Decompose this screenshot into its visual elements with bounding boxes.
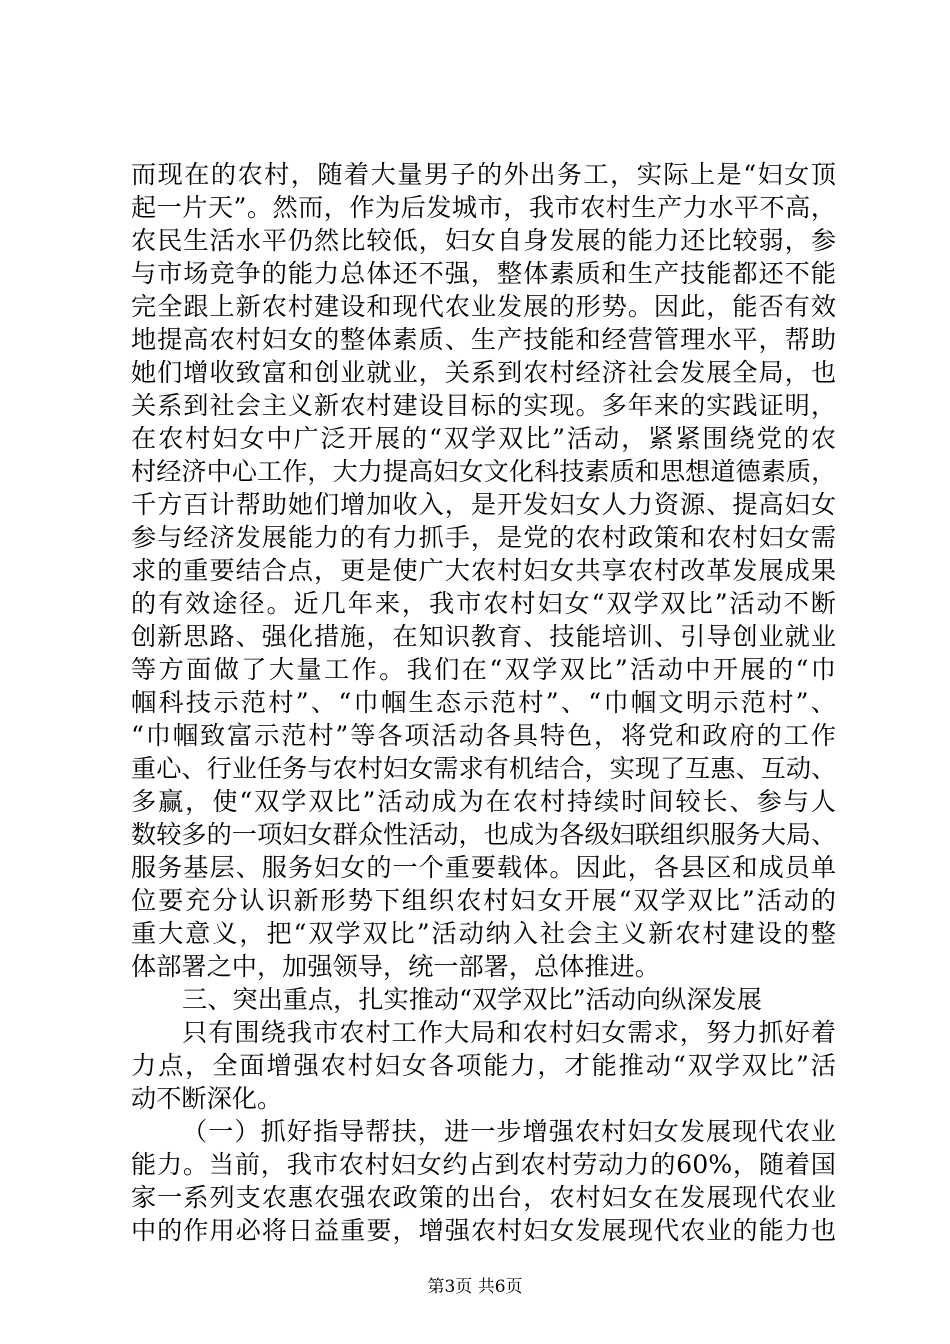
text-line: 而现在的农村，随着大量男子的外出务工，实际上是“妇女顶 — [131, 160, 836, 189]
text-line: 家一系列支农惠农强农政策的出台，农村妇女在发展现代农业 — [131, 1183, 836, 1212]
text-line: 村经济中心工作，大力提高妇女文化科技素质和思想道德素质， — [131, 457, 837, 486]
text-line: 求的重要结合点，更是使广大农村妇女共享农村改革发展成果 — [131, 556, 836, 585]
text-line: 重心、行业任务与农村妇女需求有机结合，实现了互惠、互动、 — [131, 754, 837, 783]
text-line: 创新思路、强化措施，在知识教育、技能培训、引导创业就业 — [131, 622, 836, 651]
text-line: 与市场竞争的能力总体还不强，整体素质和生产技能都还不能 — [131, 259, 836, 288]
text-line: 她们增收致富和创业就业，关系到农村经济社会发展全局，也 — [131, 358, 836, 387]
text-line: 参与经济发展能力的有力抓手，是党的农村政策和农村妇女需 — [131, 523, 836, 552]
text-line: 只有围绕我市农村工作大局和农村妇女需求，努力抓好着 — [182, 1018, 836, 1047]
text-line: 重大意义，把“双学双比”活动纳入社会主义新农村建设的整 — [131, 919, 836, 948]
text-line: 力点，全面增强农村妇女各项能力，才能推动“双学双比”活 — [131, 1051, 836, 1080]
text-line: 体部署之中，加强领导，统一部署，总体推进。 — [131, 952, 660, 981]
text-line: 等方面做了大量工作。我们在“双学双比”活动中开展的“巾 — [131, 655, 836, 684]
text-line: 服务基层、服务妇女的一个重要载体。因此，各县区和成员单 — [131, 853, 836, 882]
text-line: “巾帼致富示范村”等各项活动各具特色，将党和政府的工作 — [131, 721, 836, 750]
page-number-footer: 第3页 共6页 — [427, 1277, 523, 1297]
text-line: 数较多的一项妇女群众性活动，也成为各级妇联组织服务大局、 — [131, 820, 837, 849]
text-line: 关系到社会主义新农村建设目标的实现。多年来的实践证明， — [131, 391, 836, 420]
text-line: 完全跟上新农村建设和现代农业发展的形势。因此，能否有效 — [131, 292, 836, 321]
text-line: 在农村妇女中广泛开展的“双学双比”活动，紧紧围绕党的农 — [131, 424, 836, 453]
text-line: 起一片天”。然而，作为后发城市，我市农村生产力水平不高， — [131, 193, 836, 222]
document-body — [131, 158, 836, 1247]
text-line: 中的作用必将日益重要，增强农村妇女发展现代农业的能力也 — [131, 1216, 836, 1245]
text-line: 动不断深化。 — [131, 1084, 283, 1113]
text-line: 帼科技示范村”、“巾帼生态示范村”、“巾帼文明示范村”、 — [131, 688, 836, 717]
text-line: 千方百计帮助她们增加收入，是开发妇女人力资源、提高妇女 — [131, 490, 836, 519]
text-line: 地提高农村妇女的整体素质、生产技能和经营管理水平，帮助 — [131, 325, 836, 354]
subsection-line: （一）抓好指导帮扶，进一步增强农村妇女发展现代农业 — [182, 1117, 836, 1146]
text-line: 农民生活水平仍然比较低，妇女自身发展的能力还比较弱，参 — [131, 226, 836, 255]
text-line: 能力。当前，我市农村妇女约占到农村劳动力的60%，随着国 — [131, 1150, 836, 1179]
text-line: 多赢，使“双学双比”活动成为在农村持续时间较长、参与人 — [131, 787, 836, 816]
text-line: 位要充分认识新形势下组织农村妇女开展“双学双比”活动的 — [131, 886, 836, 915]
section-heading: 三、突出重点，扎实推动“双学双比”活动向纵深发展 — [182, 985, 762, 1014]
text-line: 的有效途径。近几年来，我市农村妇女“双学双比”活动不断 — [131, 589, 836, 618]
